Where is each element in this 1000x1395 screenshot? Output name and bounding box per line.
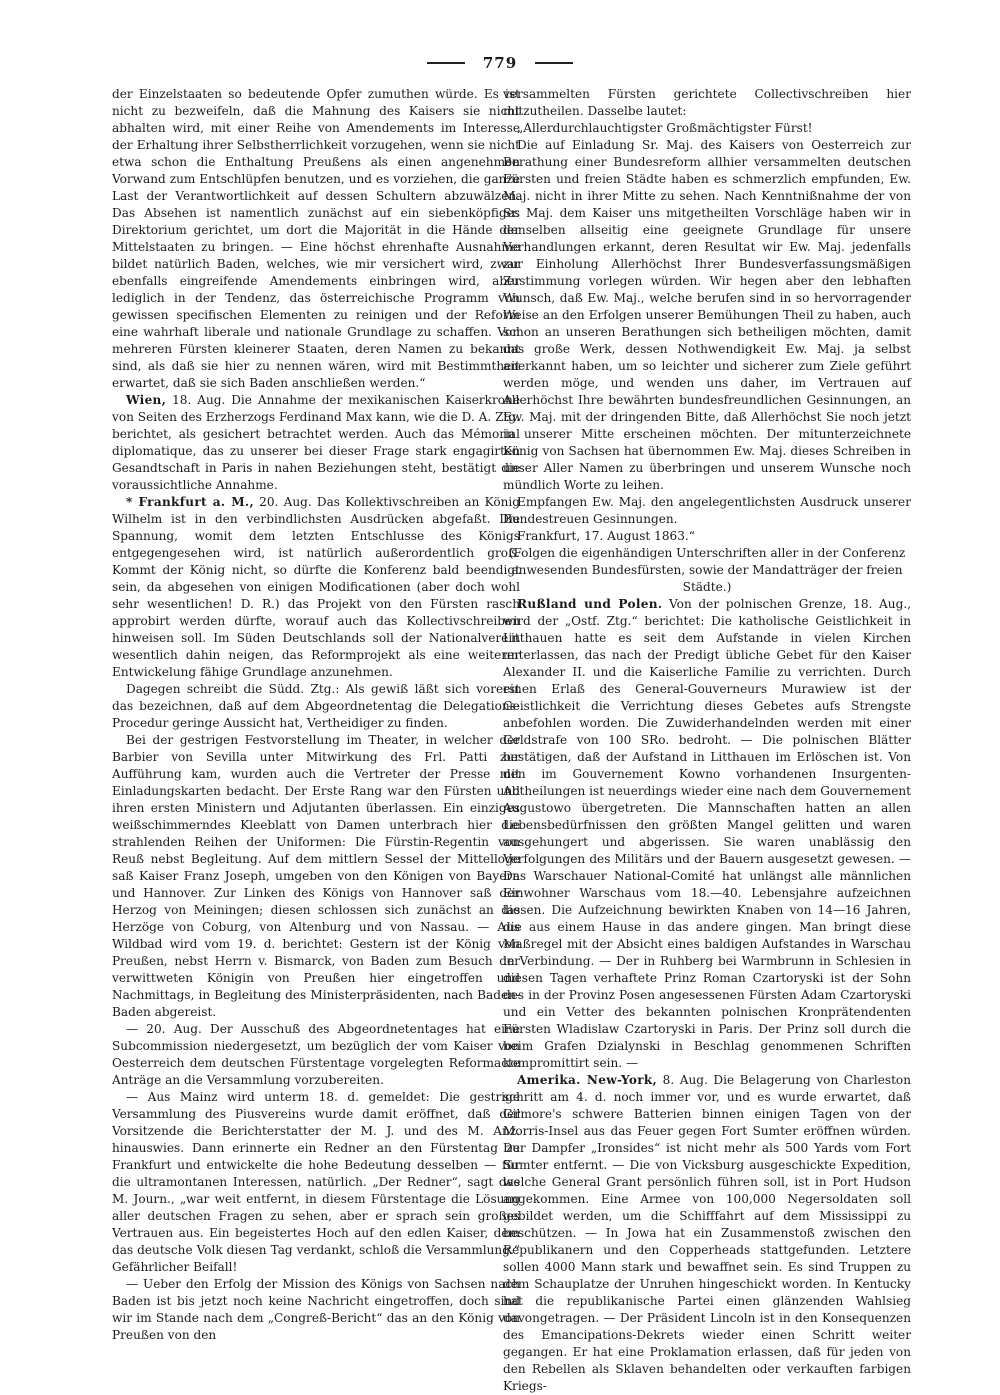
header-rule-right	[535, 62, 573, 64]
paragraph: — 20. Aug. Der Ausschuß des Abgeordnetentages hat eine Subcommission niedergesetzt, um bezüglich der vom Kaiser von Oesterreich dem deutschen Fürstentage vorgelegten Reformacte Anträge an die Versammlung vorzubereiten.	[112, 1022, 520, 1087]
dateline: * Frankfurt a. M.,	[126, 495, 254, 509]
paragraph: — Aus Mainz wird unterm 18. d. gemeldet: Die gestrige Versammlung des Piusvereins wurde damit eröffnet, daß der Vorsitzende die Berichterstatter der M. J. und des M. Anz. hinauswies. Dann erinnerte ein Redner an den Fürstentag zu Frankfurt und entwickelte die hohe Bedeutung desselben — für die ultramontanen Interessen, natürlich. „Der Redner“, sagt das M. Journ., „war weit entfernt, in diesem Fürstentage die Lösung aller deutschen Fragen zu sehen, aber er sprach sein großes Vertrauen aus. Ein begeistertes Hoch auf den edlen Kaiser, dem das deutsche Volk diesen Tag verdankt, schloß die Versammlung.“ Gefährlicher Beifall!	[112, 1090, 520, 1274]
section-heading: Rußland und Polen.	[517, 597, 663, 611]
article-russland-polen	[503, 596, 911, 1072]
paragraph: Dagegen schreibt die Südd. Ztg.: Als gewiß läßt sich vorerst das bezeichnen, daß auf dem Abgeordnetentag die Delegations-Procedur geringe Aussicht hat, Vertheidiger zu finden.	[112, 682, 520, 730]
paragraph: versammelten Fürsten gerichtete Collectivschreiben hier mitzutheilen. Dasselbe lautet:	[503, 87, 911, 118]
left-column	[112, 86, 520, 1342]
header-rule-left	[427, 62, 465, 64]
signature-note: (Folgen die eigenhändigen Unterschriften aller in der Conferenz anwesenden Bundesfürsten, sowie der Mandatträger der freien Städte.)	[508, 546, 906, 594]
letter-closing: Empfangen Ew. Maj. den angelegentlichsten Ausdruck unserer Bundestreuen Gesinnungen.	[503, 495, 911, 526]
article-amerika	[503, 1072, 911, 1395]
letter-salutation: „Allerdurchlauchtigster Großmächtigster Fürst!	[517, 121, 813, 135]
paragraph: — Ueber den Erfolg der Mission des Königs von Sachsen nach Baden ist bis jetzt noch keine Nachricht eingetroffen, doch sind wir im Stande nach dem „Congreß-Bericht“ das an den König von Preußen von den	[112, 1277, 520, 1342]
article-body: 18. Aug. Die Annahme der mexikanischen Kaiserkrone von Seiten des Erzherzogs Ferdinand Max kann, wie die D. A. Ztg. berichtet, als gesichert betrachtet werden. Auch das Mémorial diplomatique, das zu unserer bei dieser Frage stark engagirten Gesandtschaft in Paris in nahen Beziehungen steht, bestätigt die voraussichtliche Annahme.	[112, 393, 520, 492]
paragraph: Bei der gestrigen Festvorstellung im Theater, in welcher der Barbier von Sevilla unter Mitwirkung des Frl. Patti zur Aufführung kam, wurden auch die Vertreter der Presse mit Einladungskarten bedacht. Der Erste Rang war den Fürsten und ihren ersten Ministern und Adjutanten überlassen. Ein einziges weißschimmerndes Kleeblatt von Damen unterbrach hier die strahlenden Reihen der Uniformen: Die Fürstin-Regentin von Reuß nebst Begleitung. Auf dem mittlern Sessel der Mittelloge saß Kaiser Franz Joseph, umgeben von den Königen von Bayern und Hannover. Zur Linken des Königs von Hannover saß der Herzog von Meiningen; diesen schlossen sich zunächst an die Herzöge von Coburg, von Altenburg und von Nassau. — Aus Wildbad wird vom 19. d. berichtet: Gestern ist der König von Preußen, nebst Herrn v. Bismarck, von Baden zum Besuch der verwittweten Königin von Preußen hier eingetroffen und Nachmittags, in Begleitung des Ministerpräsidenten, nach Baden-Baden abgereist.	[112, 733, 520, 1019]
article-body: 8. Aug. Die Belagerung von Charleston schritt am 4. d. noch immer vor, und es wurde erwartet, daß Gilmore's schwere Batterien binnen einigen Tagen von der Morris-Insel aus das Feuer gegen Fort Sumter eröffnen würden. Der Dampfer „Ironsides“ ist nicht mehr als 500 Yards vom Fort Sumter entfernt. — Die von Vicksburg ausgeschickte Expedition, welche General Grant persönlich führen soll, ist in Port Hudson angekommen. Eine Armee von 100,000 Negersoldaten soll gebildet werden, um die Schifffahrt auf dem Mississippi zu beschützen. — In Jowa hat ein Zusammenstoß zwischen den Republikanern und den Copperheads stattgefunden. Letztere sollen 4000 Mann stark und bewaffnet sein. Es sind Truppen zu dem Schauplatze der Unruhen hingeschickt worden. In Kentucky hat die republikanische Partei einen glänzenden Wahlsieg davongetragen. — Der Präsident Lincoln ist in den Konsequenzen des Emancipations-Dekrets wieder einen Schritt weiter gegangen. Er hat eine Proklamation erlassen, daß für jeden von den Rebellen als Sklaven behandelten oder verkauften farbigen Kriegs-	[503, 1073, 912, 1393]
article-body: Von der polnischen Grenze, 18. Aug., wird der „Ostf. Ztg.“ berichtet: Die katholische Geistlichkeit in Litthauen hatte es seit dem Aufstande in vielen Kirchen unterlassen, das nach der Predigt übliche Gebet für den Kaiser Alexander II. und die Kaiserliche Familie zu verrichten. Durch einen Erlaß des General-Gouverneurs Murawiew ist der Geistlichkeit die Verrichtung dieses Gebetes aufs Strengste anbefohlen worden. Die Zuwiderhandelnden werden mit einer Geldstrafe von 100 SRo. bedroht. — Die polnischen Blätter bestätigen, daß der Aufstand in Litthauen im Erlöschen ist. Von den im Gouvernement Kowno vorhandenen Insurgenten-Abtheilungen ist neuerdings wieder eine nach dem Gouvernement Augustowo übergetreten. Die Mannschaften hatten an allen Lebensbedürfnissen den größten Mangel gelitten und waren ausgehungert und abgerissen. Sie waren unablässig den Verfolgungen des Militärs und der Bauern ausgesetzt gewesen. — Das Warschauer National-Comité hat unlängst alle männlichen Einwohner Warschaus vom 18.—40. Lebensjahre aufzeichnen lassen. Die Aufzeichnung bewirkten Knaben von 14—16 Jahren, die aus einem Hause in das andere gingen. Man bringt diese Maßregel mit der Absicht eines baldigen Aufstandes in Warschau in Verbindung. — Der in Ruhberg bei Warmbrunn in Schlesien in diesen Tagen verhaftete Prinz Roman Czartoryski ist der Sohn des in der Provinz Posen angesessenen Fürsten Adam Czartoryski und ein Vetter des bekannten polnischen Kronprätendenten Fürsten Wladislaw Czartoryski in Paris. Der Prinz soll durch die beim Grafen Dzialynski in Beschlag genommenen Schriften kompromittirt sein. —	[503, 597, 912, 1070]
article-body: 20. Aug. Das Kollektivschreiben an König Wilhelm ist in den verbindlichsten Ausdrücken abgefaßt. Die Spannung, womit dem letzten Entschlusse des Königs entgegengesehen wird, ist natürlich außerordentlich groß. Kommt der König nicht, so dürfte die Konferenz bald beendigt sein, da abgesehen von einigen Modificationen (aber doch wohl sehr wesentlichen! D. R.) das Projekt von den Fürsten rasch approbirt werden dürfte, worauf auch das Kollectivschreiben hinweisen soll. Im Süden Deutschlands soll der Nationalverein wesentlich dahin neigen, das Reformprojekt als eine weiterer Entwickelung fähige Grundlage anzunehmen.	[112, 495, 520, 679]
dateline: Wien,	[126, 393, 167, 407]
article-frankfurt	[112, 494, 520, 681]
article-wien	[112, 392, 520, 494]
letter-body: Die auf Einladung Sr. Maj. des Kaisers von Oesterreich zur Berathung einer Bundesreform allhier versammelten deutschen Fürsten und freien Städte haben es schmerzlich empfunden, Ew. Maj. nicht in ihrer Mitte zu sehen. Nach Kenntnißnahme der von Sr. Maj. dem Kaiser uns mitgetheilten Vorschläge haben wir in denselben allseitig eine geeignete Grundlage für unsere Verhandlungen erkannt, deren Resultat wir Ew. Maj. jedenfalls zur Einholung Allerhöchst Ihrer Bundesverfassungsmäßigen Zustimmung vorlegen würden. Wir hegen aber den lebhaften Wunsch, daß Ew. Maj., welche berufen sind in so hervorragender Weise an den Erfolgen unserer Bemühungen Theil zu haben, auch schon an unseren Berathungen sich betheiligen möchten, damit das große Werk, dessen Nothwendigkeit Ew. Maj. ja selbst anerkannt haben, um so leichter und sicherer zum Ziele geführt werden möge, und wenden uns daher, im Vertrauen auf Allerhöchst Ihre bewährten bundesfreundlichen Gesinnungen, an Ew. Maj. mit der dringenden Bitte, daß Allerhöchst Sie noch jetzt in unserer Mitte erscheinen möchten. Der mitunterzeichnete König von Sachsen hat übernommen Ew. Maj. dieses Schreiben in unser Aller Namen zu überbringen und unserem Wunsche noch mündlich Worte zu leihen.	[503, 138, 911, 492]
right-column	[503, 86, 912, 1393]
paragraph: der Einzelstaaten so bedeutende Opfer zumuthen würde. Es ist nicht zu bezweifeln, daß die Mahnung des Kaisers sie nicht abhalten wird, mit einer Reihe von Amendements im Interesse der Erhaltung ihrer Selbstherrlichkeit vorzugehen, wenn sie nicht etwa schon die Enthaltung Preußens als einen angenehmen Vorwand zum Entschlüpfen benutzen, und es vorziehen, die ganze Last der Verantwortlichkeit auf dessen Schultern abzuwälzen. Das Absehen ist namentlich zunächst auf ein siebenköpfiges Direktorium gerichtet, um dort die Majorität in die Hände der Mittelstaaten zu bringen. — Eine höchst ehrenhafte Ausnahme bildet natürlich Baden, welches, wie mir versichert wird, zwar ebenfalls eingreifende Amendements einbringen wird, aber lediglich in der Tendenz, das österreichische Programm von gewissen specifischen Elementen zu reinigen und der Reform eine wahrhaft liberale und nationale Grundlage zu schaffen. Von mehreren Fürsten kleinerer Staaten, deren Namen zu bekannt sind, als daß sie hier zu nennen wären, wird mit Bestimmtheit erwartet, daß sie sich Baden anschließen werden.“	[112, 87, 520, 390]
letter-date: Frankfurt, 17. August 1863.“	[517, 529, 695, 543]
page-number: 779	[482, 54, 518, 72]
page-header	[0, 52, 1000, 74]
section-heading: Amerika. New-York,	[517, 1073, 658, 1087]
